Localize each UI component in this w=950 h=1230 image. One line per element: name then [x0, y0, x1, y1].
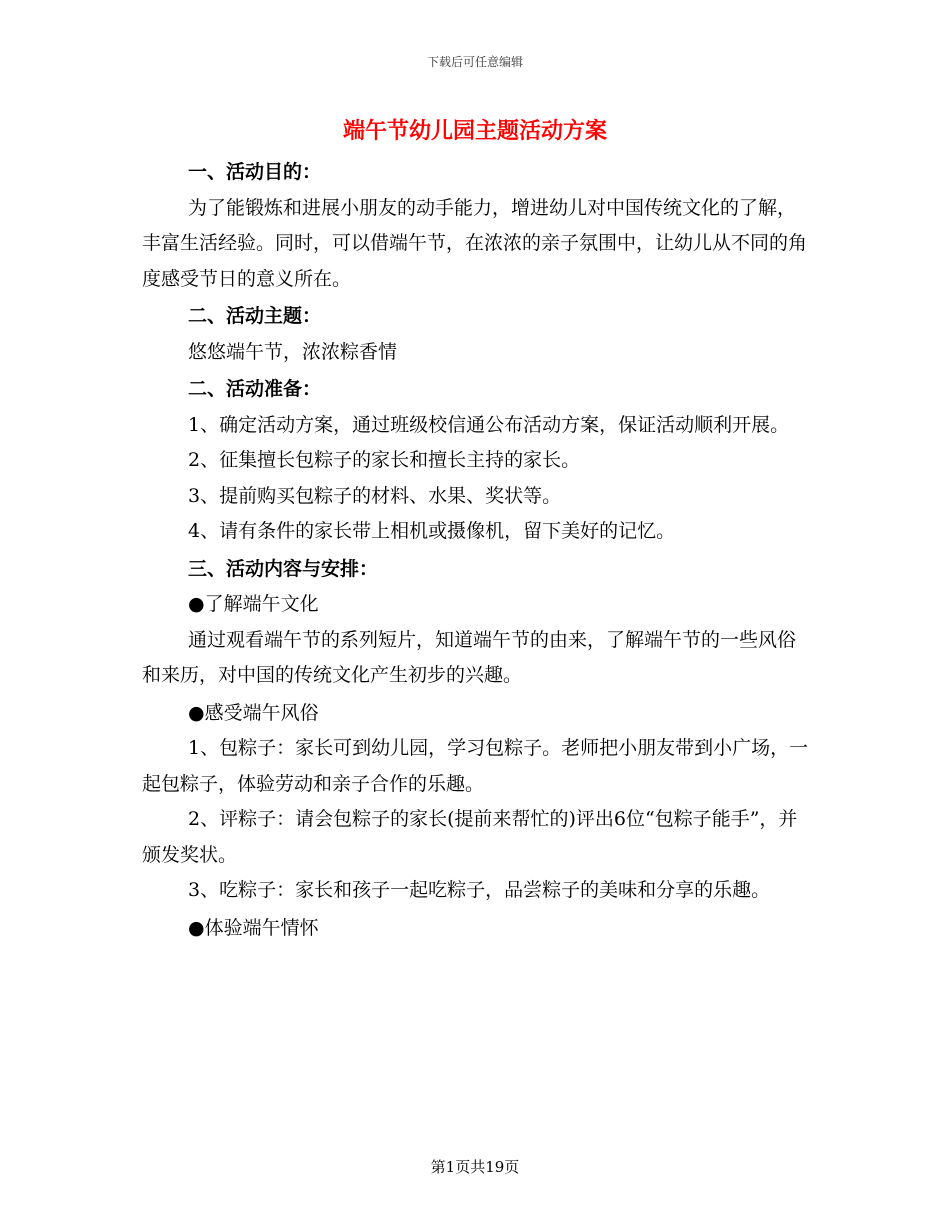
section-heading-content: 三、活动内容与安排：: [188, 557, 379, 580]
document-title: 端午节幼儿园主题活动方案: [342, 118, 607, 144]
customs-item: 3、吃粽子：家长和孩子一起吃粽子，品尝粽子的美味和分享的乐趣。: [188, 879, 771, 901]
document-body: [142, 155, 810, 946]
bullet-feelings: ●体验端午情怀: [188, 916, 319, 939]
prep-item: 4、请有条件的家长带上相机或摄像机，留下美好的记忆。: [188, 520, 676, 542]
paragraph-theme: 悠悠端午节，浓浓粽香情: [188, 340, 398, 363]
customs-item: 2、评粽子：请会包粽子的家长(提前来帮忙的)评出6位“包粽子能手”，并颁发奖状。: [142, 808, 798, 866]
paragraph-purpose: 为了能锻炼和进展小朋友的动手能力，增进幼儿对中国传统文化的了解，丰富生活经验。同时，可以借端午节，在浓浓的亲子氛围中，让幼儿从不同的角度感受节日的意义所在。: [142, 196, 808, 290]
page-header-note: 下载后可任意编辑: [426, 55, 523, 69]
prep-item: 2、征集擅长包粽子的家长和擅长主持的家长。: [188, 449, 581, 471]
prep-item: 3、提前购买包粽子的材料、水果、奖状等。: [188, 484, 562, 507]
section-heading-purpose: 一、活动目的：: [188, 161, 322, 183]
section-heading-prep: 二、活动准备：: [188, 378, 322, 400]
page-number: 第1页共19页: [430, 1158, 520, 1176]
paragraph-culture: 通过观看端午节的系列短片，知道端午节的由来，了解端午节的一些风俗和来历，对中国的传统文化产生初步的兴趣。: [142, 628, 797, 686]
prep-item: 1、确定活动方案，通过班级校信通公布活动方案，保证活动顺利开展。: [188, 413, 790, 436]
bullet-customs: ●感受端午风俗: [188, 701, 319, 724]
bullet-culture: ●了解端午文化: [188, 593, 319, 615]
customs-item: 1、包粽子：家长可到幼儿园，学习包粽子。老师把小朋友带到小广场，一起包粽子，体验劳动和亲子合作的乐趣。: [142, 737, 809, 795]
section-heading-theme: 二、活动主题：: [188, 305, 322, 327]
